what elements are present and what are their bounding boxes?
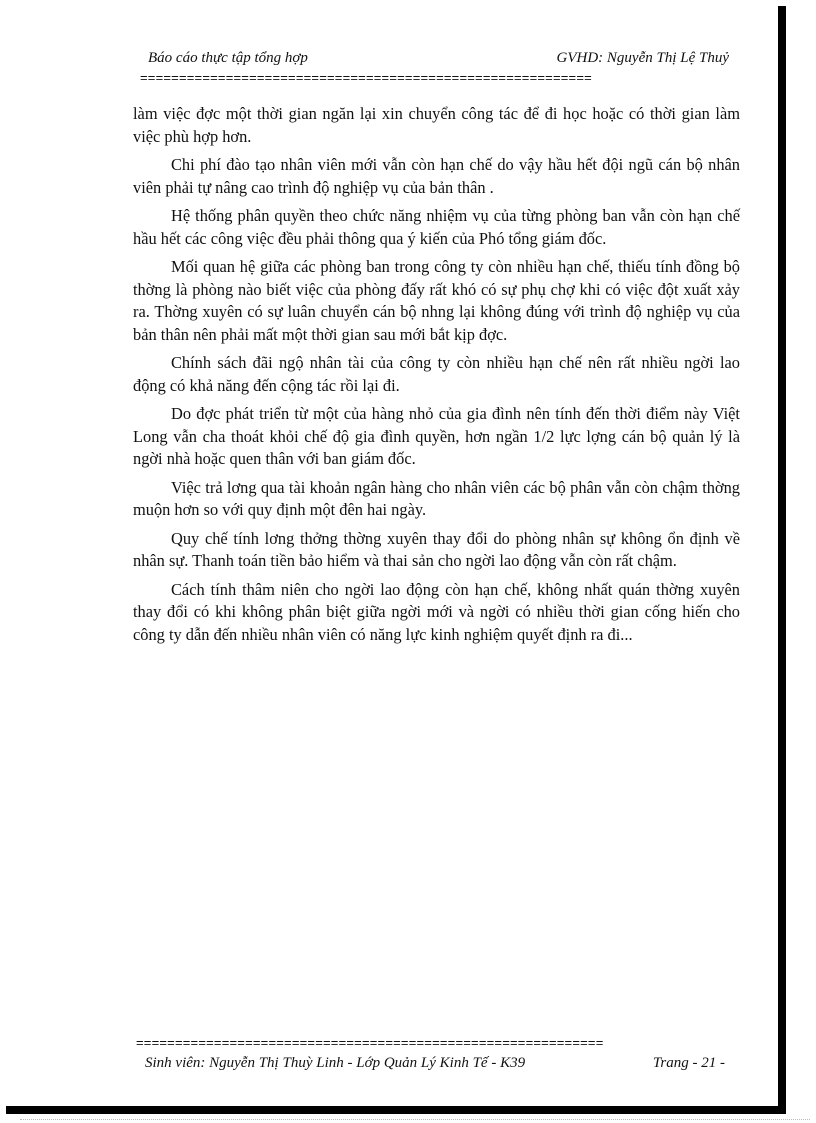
page-number: Trang - 21 - bbox=[652, 1055, 725, 1071]
paragraph: Chính sách đãi ngộ nhân tài của công ty còn nhiều hạn chế nên rất nhiều ngời lao động có khả năng đến cộng tác rồi lại đi. bbox=[133, 353, 740, 395]
footer-student: Sinh viên: Nguyễn Thị Thuỳ Linh - Lớp Quản Lý Kinh Tế - K39 bbox=[145, 1055, 526, 1071]
page-shadow-right bbox=[778, 6, 786, 1114]
footer-rule: ============================================================ bbox=[136, 1037, 604, 1049]
paragraph: làm việc đợc một thời gian ngăn lại xin chuyển công tác để đi học hoặc có thời gian làm việc phù hợp hơn. bbox=[133, 104, 740, 146]
paragraph: Do đợc phát triển từ một của hàng nhỏ của gia đình nên tính đến thời điểm này Việt Long vẫn cha thoát khỏi chế độ gia đình quyền, hơn ngần 1/2 lực lợng cán bộ quản lý là ngời nhà hoặc quen thân với ban giám đốc. bbox=[133, 404, 740, 468]
page-break-line bbox=[20, 1119, 810, 1120]
paragraph: Cách tính thâm niên cho ngời lao động còn hạn chế, không nhất quán thờng xuyên thay đổi có khi không phân biệt giữa ngời mới và ngời có nhiều thời gian cống hiến cho công ty dẫn đến nhiều nhân viên có năng lực kinh nghiệm quyết định ra đi... bbox=[133, 579, 740, 644]
header-title: Báo cáo thực tập tổng hợp bbox=[148, 50, 308, 66]
header-advisor: GVHD: Nguyễn Thị Lệ Thuỷ bbox=[556, 50, 729, 66]
paragraph: Chi phí đào tạo nhân viên mới vẫn còn hạn chế do vậy hầu hết đội ngũ cán bộ nhân viên phải tự nâng cao trình độ nghiệp vụ của bản thân . bbox=[133, 155, 740, 197]
header-rule: ========================================================== bbox=[140, 72, 592, 84]
paragraph: Quy chế tính lơng thởng thờng xuyên thay đổi do phòng nhân sự không ổn định về nhân sự. Thanh toán tiền bảo hiểm và thai sản cho ngời lao động vẫn còn rất chậm. bbox=[133, 528, 740, 570]
paragraph: Mối quan hệ giữa các phòng ban trong công ty còn nhiều hạn chế, thiếu tính đồng bộ thờng là phòng nào biết việc của phòng đấy rất khó có sự phụ chợ khi có việc đột xuất xảy ra. Thờng xuyên có sự luân chuyển cán bộ nhng lại không đúng với trình độ nghiệp vụ của bản thân nên phải mất một thời gian sau mới bắt kịp đợc. bbox=[133, 257, 740, 344]
page-shadow-bottom bbox=[6, 1106, 786, 1114]
body-text bbox=[133, 103, 740, 652]
paragraph: Việc trả lơng qua tài khoản ngân hàng cho nhân viên các bộ phân vẫn còn chậm thờng muộn hơn so với quy định một đên hai ngày. bbox=[133, 477, 740, 519]
paragraph: Hệ thống phân quyền theo chức năng nhiệm vụ của từng phòng ban vẫn còn hạn chế hầu hết các công việc đều phải thông qua ý kiến của Phó tổng giám đốc. bbox=[133, 206, 740, 248]
